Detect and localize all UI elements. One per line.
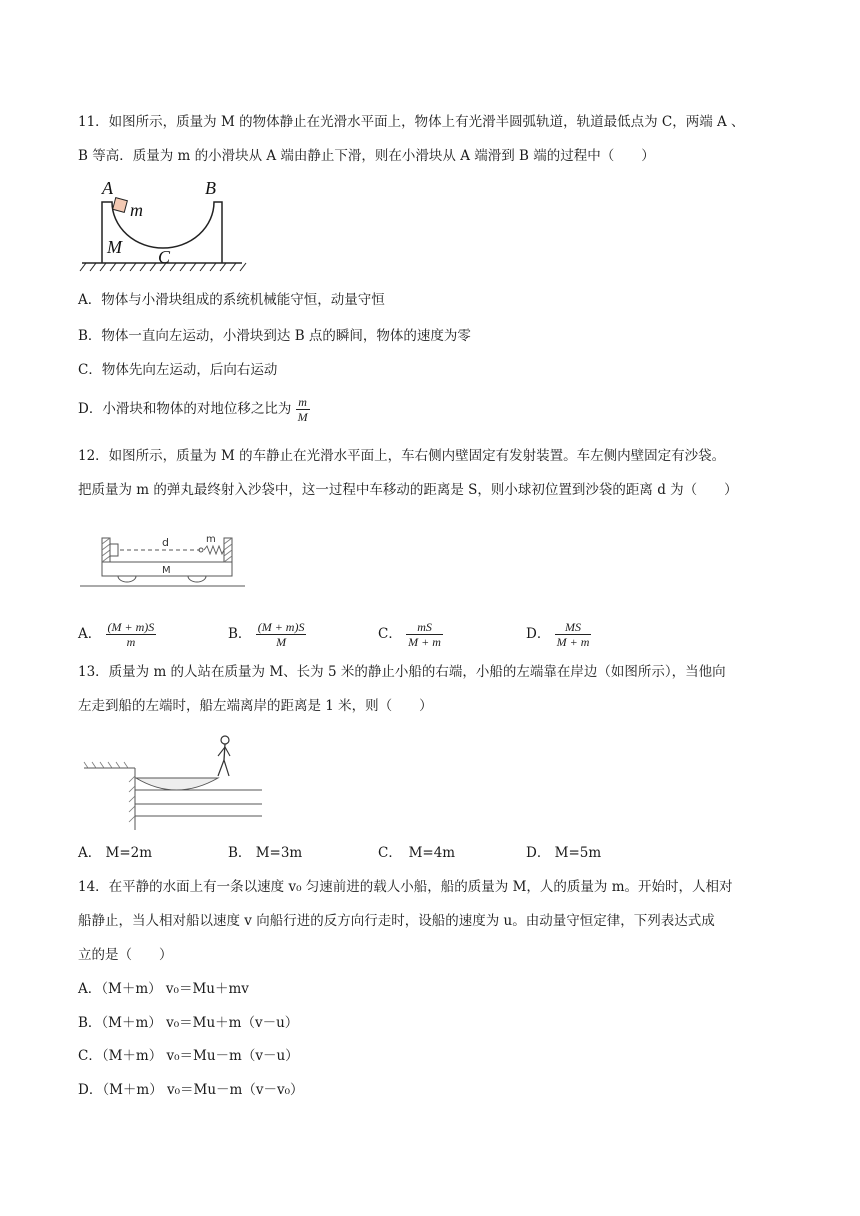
q12-option-d-den: M + m (556, 635, 590, 649)
q13-option-a: A． M=2m (78, 845, 153, 861)
q14-option-d: D．（M＋m） v₀＝Mu－m（v－v₀） (78, 1082, 304, 1098)
q12-option-b-num: (M + m)S (257, 620, 305, 634)
q11-option-a: A．物体与小滑块组成的系统机械能守恒，动量守恒 (78, 292, 385, 308)
q12-stem-line2: 把质量为 m 的弹丸最终射入沙袋中，这一过程中车移动的距离是 S，则小球初位置到沙袋的距离 d 为（ ） (78, 482, 738, 498)
q12-label-M: M (162, 565, 171, 576)
q12-option-b (228, 620, 306, 649)
q14-stem-line3: 立的是（ ） (78, 947, 173, 963)
q12-option-a-label: A． (78, 626, 102, 642)
q11-option-c: C．物体先向左运动，后向右运动 (78, 362, 278, 378)
q11-stem-line2: B 等高．质量为 m 的小滑块从 A 端由静止下滑，则在小滑块从 A 端滑到 B 端的过程中（ ） (78, 148, 655, 164)
q12-stem-line1: 12．如图所示，质量为 M 的车静止在光滑水平面上，车右侧内壁固定有发射装置。车左侧内壁固定有沙袋。 (78, 448, 726, 464)
q11-label-M: M (107, 237, 122, 257)
q11-label-b: B (205, 178, 216, 198)
q11-option-d-num: m (296, 395, 310, 410)
q11-option-d-prefix: D．小滑块和物体的对地位移之比为 (78, 401, 292, 417)
q11-option-b: B．物体一直向左运动，小滑块到达 B 点的瞬间，物体的速度为零 (78, 328, 471, 344)
q11-figure (80, 178, 250, 273)
q12-option-b-label: B． (228, 626, 252, 642)
q12-option-d-fraction (555, 620, 592, 649)
q14-stem-line2: 船静止，当人相对船以速度 v 向船行进的反方向行走时，设船的速度为 u。由动量守恒定律，下列表达式成 (78, 913, 715, 929)
q12-option-d-num: MS (555, 620, 592, 635)
q12-label-d: d (162, 536, 169, 549)
q11-label-c: C (158, 247, 171, 267)
q12-option-d (526, 620, 591, 649)
q11-slider (113, 198, 128, 213)
q12-option-b-fraction (256, 620, 307, 649)
q12-option-a-den: m (126, 635, 136, 649)
q11-label-a: A (102, 178, 113, 198)
q12-label-m: m (206, 534, 216, 545)
q14-option-a: A．（M＋m） v₀＝Mu＋mv (78, 981, 249, 997)
q12-option-c-num: mS (406, 620, 443, 635)
q11-option-d-fraction (296, 395, 310, 424)
q12-option-c-den: M + m (408, 635, 441, 649)
q12-option-c-fraction (406, 620, 443, 649)
q12-figure (80, 530, 250, 592)
q11-option-d-den: M (297, 410, 308, 424)
q12-option-c-label: C． (378, 626, 402, 642)
q14-option-c: C．（M＋m） v₀＝Mu－m（v－u） (78, 1048, 299, 1064)
q13-figure (80, 732, 270, 832)
q13-stem-line1: 13．质量为 m 的人站在质量为 M、长为 5 米的静止小船的右端，小船的左端靠在岸边（如图所示），当他向 (78, 664, 726, 680)
q12-option-a-num: (M + m)S (107, 620, 155, 634)
q12-option-a-fraction (106, 620, 157, 649)
q13-option-b: B． M=3m (228, 845, 303, 861)
q14-option-b: B．（M＋m） v₀＝Mu＋m（v－u） (78, 1015, 299, 1031)
q12-option-d-label: D． (526, 626, 551, 642)
q11-option-d (78, 395, 310, 424)
q12-option-a (78, 620, 156, 649)
q11-label-m: m (130, 200, 143, 220)
q14-stem-line1: 14．在平静的水面上有一条以速度 v₀ 匀速前进的载人小船，船的质量为 M，人的质量为 m。开始时，人相对 (78, 879, 733, 895)
q13-option-c: C． M=4m (378, 845, 456, 861)
q13-stem-line2: 左走到船的左端时，船左端离岸的距离是 1 米，则（ ） (78, 698, 433, 714)
q12-option-b-den: M (276, 635, 287, 649)
q13-option-d: D． M=5m (526, 845, 602, 861)
q12-option-c (378, 620, 443, 649)
q11-stem-line1: 11．如图所示，质量为 M 的物体静止在光滑水平面上，物体上有光滑半圆弧轨道，轨道最低点为 C，两端 A 、 (78, 114, 745, 130)
